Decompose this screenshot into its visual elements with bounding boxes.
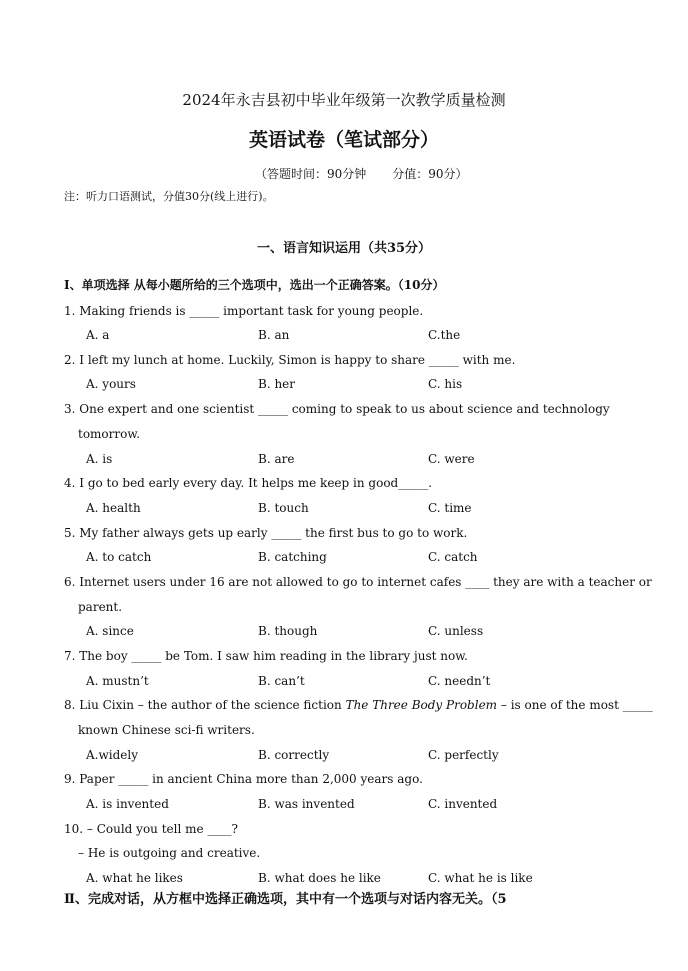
- section-title: 一、语言知识运用（共35分）: [256, 241, 432, 256]
- option-b: B. though: [258, 624, 318, 638]
- question-5: 5. My father always gets up early _____ the first bus to go to work.: [64, 526, 468, 540]
- option-c: C. time: [428, 501, 472, 515]
- option-a: A. what he likes: [86, 871, 183, 885]
- question-7: 7. The boy _____ be Tom. I saw him reading in the library just now.: [64, 649, 468, 663]
- exam-score: 分值：90分）: [392, 167, 468, 181]
- option-a: A. a: [86, 328, 110, 342]
- option-c: C.the: [428, 328, 461, 342]
- question-4: 4. I go to bed early every day. It helps me keep in good_____.: [64, 476, 433, 490]
- option-c: C. what he is like: [428, 871, 533, 885]
- option-c: C. catch: [428, 550, 478, 564]
- part-heading-2: Ⅱ、完成对话，从方框中选择正确选项，其中有一个选项与对话内容无关。（5: [64, 892, 507, 907]
- option-c: C. perfectly: [428, 748, 499, 762]
- question-3: 3. One expert and one scientist _____ coming to speak to us about science and technology: [64, 402, 610, 416]
- question-8: [64, 697, 653, 713]
- question-6: 6. Internet users under 16 are not allowed to go to internet cafes ____ they are with a teacher or: [64, 575, 652, 589]
- option-a: A. health: [86, 501, 141, 515]
- question-9: 9. Paper _____ in ancient China more than 2,000 years ago.: [64, 772, 423, 786]
- paper-title: 英语试卷（笔试部分）: [248, 129, 439, 151]
- option-b: B. touch: [258, 501, 309, 515]
- option-a: A. yours: [86, 377, 136, 391]
- option-c: C. were: [428, 452, 475, 466]
- option-b: B. are: [258, 452, 295, 466]
- option-a: A. is: [86, 452, 113, 466]
- option-a: A.widely: [86, 748, 138, 762]
- question-1: 1. Making friends is _____ important task for young people.: [64, 304, 424, 318]
- option-a: A. to catch: [86, 550, 152, 564]
- option-c: C. invented: [428, 797, 498, 811]
- question-10-continued: – He is outgoing and creative.: [78, 846, 261, 860]
- option-a: A. mustn’t: [86, 674, 149, 688]
- question-3-continued: tomorrow.: [78, 427, 141, 441]
- exam-time: （答题时间：90分钟: [255, 167, 367, 181]
- option-b: B. catching: [258, 550, 327, 564]
- exam-info: [255, 166, 468, 182]
- question-8-text-end: – is one of the most _____: [497, 698, 653, 712]
- option-a: A. is invented: [86, 797, 169, 811]
- question-8-text: 8. Liu Cixin – the author of the science fiction: [64, 698, 346, 712]
- question-6-continued: parent.: [78, 600, 123, 614]
- question-2: 2. I left my lunch at home. Luckily, Simon is happy to share _____ with me.: [64, 353, 516, 367]
- option-b: B. her: [258, 377, 296, 391]
- option-b: B. correctly: [258, 748, 330, 762]
- option-c: C. his: [428, 377, 463, 391]
- exam-title: 2024年永吉县初中毕业年级第一次教学质量检测: [182, 91, 506, 109]
- exam-note: 注：听力口语测试，分值30分(线上进行)。: [64, 190, 274, 203]
- option-b: B. an: [258, 328, 290, 342]
- option-b: B. can’t: [258, 674, 305, 688]
- option-c: C. unless: [428, 624, 484, 638]
- question-8-continued: known Chinese sci-fi writers.: [78, 723, 255, 737]
- part-heading-1: Ⅰ、单项选择 从每小题所给的三个选项中，选出一个正确答案。（10分）: [64, 278, 445, 292]
- book-title: The Three Body Problem: [345, 698, 498, 712]
- option-b: B. was invented: [258, 797, 355, 811]
- option-a: A. since: [86, 624, 134, 638]
- option-c: C. needn’t: [428, 674, 491, 688]
- question-10: 10. – Could you tell me ____?: [64, 822, 238, 836]
- option-b: B. what does he like: [258, 871, 381, 885]
